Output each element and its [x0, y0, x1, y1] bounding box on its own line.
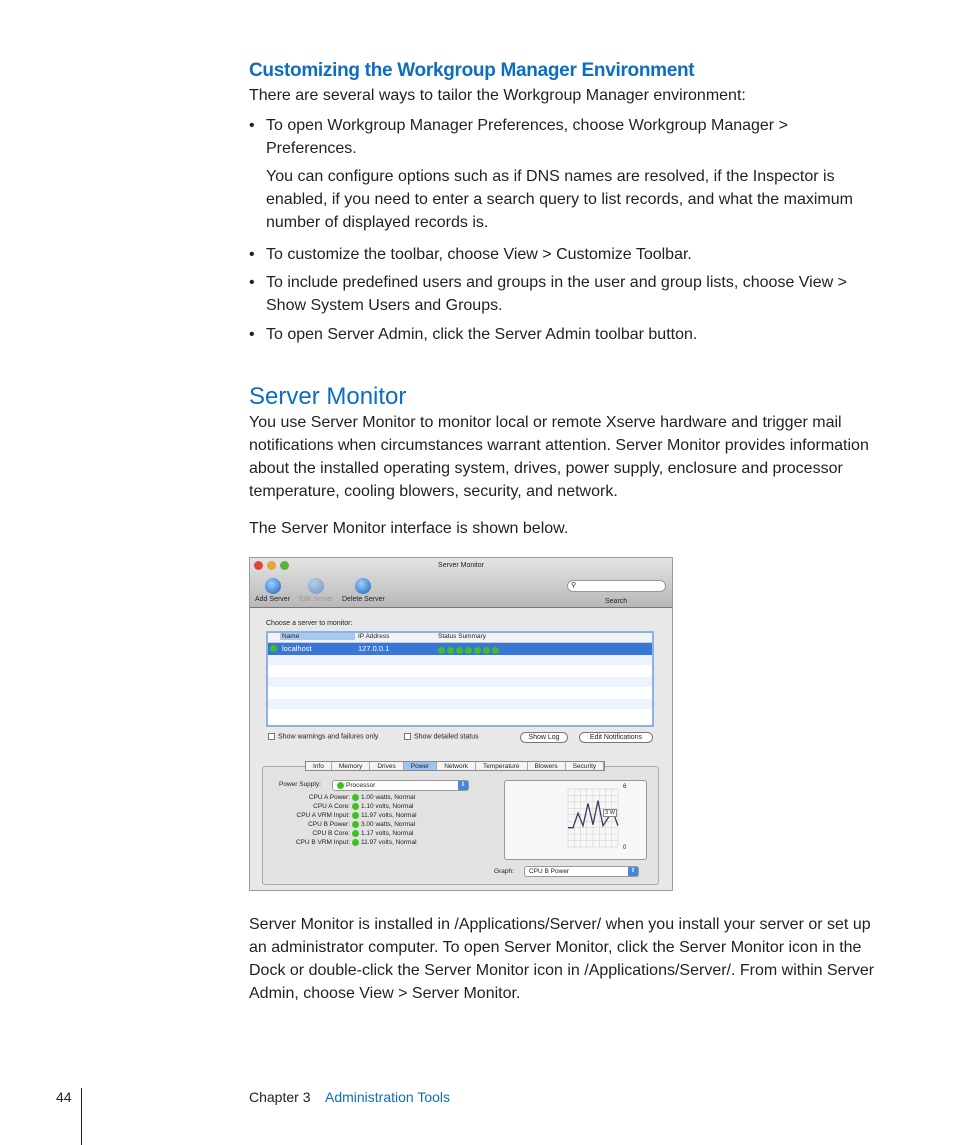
bullet-item [249, 323, 879, 346]
reading-value: 11.97 volts, Normal [361, 839, 417, 846]
graph-min-label: 0 [623, 845, 627, 851]
graph-current-label: 3 W [605, 810, 615, 816]
status-ok-icon [352, 803, 359, 810]
server-list[interactable] [266, 631, 654, 727]
bullet-item [249, 271, 879, 317]
tab-info[interactable]: Info [306, 762, 332, 770]
tab-network[interactable]: Network [437, 762, 476, 770]
bullet-mark: • [249, 274, 255, 291]
search-label: Search [605, 598, 628, 605]
server-name: localhost [282, 644, 312, 653]
graph-max-label: 6 [623, 784, 627, 790]
tab-security[interactable]: Security [566, 762, 604, 770]
search-input[interactable] [567, 580, 666, 592]
value: Processor [346, 782, 376, 789]
globe-delete-icon [355, 578, 371, 594]
status-ok-icon [270, 645, 277, 652]
bullet-subtext [249, 165, 879, 234]
reading-label: CPU A VRM Input: [296, 812, 350, 819]
footer-chapter: Chapter 3 [249, 1089, 311, 1105]
label: Edit Server [299, 596, 334, 603]
status-ok-icon [352, 794, 359, 801]
reading-value: 1.17 volts, Normal [361, 830, 414, 837]
power-supply-select[interactable] [332, 780, 469, 791]
paragraph: You use Server Monitor to monitor local or remote Xserve hardware and trigger mail notifications when circumstances warrant attention. Server Monitor provides information about the installed operating system, drives, power supply, enclosure and processor temperature, cooling blowers, security, and network. [249, 414, 869, 500]
table-row[interactable] [268, 643, 652, 655]
choose-label: Choose a server to monitor: [266, 620, 353, 627]
reading-label: CPU B Power: [308, 821, 350, 828]
value: CPU B Power [529, 868, 570, 875]
toolbar [250, 558, 672, 608]
intro-text: There are several ways to tailor the Workgroup Manager environment: [249, 87, 746, 104]
delete-server-button[interactable] [342, 578, 385, 603]
paragraph: Server Monitor is installed in /Applications/Server/ when you install your server or set up an administrator computer. To open Server Monitor, click the Server Monitor icon in the Dock or double-click the Server Monitor icon in /Applications/Server/. From within Server Admin, choose View > Server Monitor. [249, 916, 875, 1002]
bullet-mark: • [249, 117, 255, 134]
power-supply-label: Power Supply: [279, 781, 321, 788]
bullet-text: To customize the toolbar, choose View > Customize Toolbar. [266, 246, 692, 263]
column-header-status[interactable]: Status Summary [438, 633, 487, 640]
server-monitor-screenshot [249, 557, 673, 891]
section-heading-customizing: Customizing the Workgroup Manager Environment [249, 60, 695, 81]
edit-server-button[interactable] [299, 578, 334, 603]
status-ok-icon [352, 830, 359, 837]
label: Show warnings and failures only [278, 733, 379, 741]
reading-label: CPU A Core: [313, 803, 350, 810]
reading-value: 11.97 volts, Normal [361, 812, 417, 819]
globe-add-icon [265, 578, 281, 594]
reading-value: 3.00 watts, Normal [361, 821, 416, 828]
tab-drives[interactable]: Drives [370, 762, 403, 770]
graph-select[interactable] [524, 866, 639, 877]
paragraph: The Server Monitor interface is shown below. [249, 520, 569, 537]
column-header-ip[interactable]: IP Address [358, 633, 390, 640]
graph-panel [504, 780, 647, 860]
show-log-button[interactable]: Show Log [520, 732, 568, 743]
column-header-name[interactable]: Name [280, 633, 355, 640]
window-title: Server Monitor [438, 562, 484, 569]
bullet-mark: • [249, 246, 255, 263]
graph-label: Graph: [494, 868, 514, 875]
tab-temperature[interactable]: Temperature [476, 762, 528, 770]
stepper-arrows-icon: ⇕ [628, 867, 638, 876]
show-detailed-checkbox[interactable] [404, 733, 479, 740]
footer-divider [81, 1088, 82, 1145]
reading-value: 1.10 volts, Normal [361, 803, 414, 810]
tab-blowers[interactable]: Blowers [528, 762, 566, 770]
footer-chapter-title[interactable]: Administration Tools [325, 1089, 451, 1105]
bullet-text: You can configure options such as if DNS names are resolved, if the Inspector is enabled, if you need to enter a search query to list records, and what the maximum number of displayed records is. [266, 168, 853, 231]
tab-memory[interactable]: Memory [332, 762, 370, 770]
tab-bar [305, 761, 605, 771]
globe-edit-icon [308, 578, 324, 594]
reading-label: CPU B Core: [312, 830, 350, 837]
status-ok-icon [352, 821, 359, 828]
add-server-button[interactable] [255, 578, 290, 603]
power-pane [262, 766, 659, 885]
status-summary-icons [438, 645, 501, 654]
bullet-text: To open Server Admin, click the Server Admin toolbar button. [266, 326, 698, 343]
server-ip: 127.0.0.1 [358, 644, 390, 653]
search-icon: ⚲ [571, 582, 577, 589]
label: Delete Server [342, 596, 385, 603]
status-ok-icon [352, 812, 359, 819]
label: Show detailed status [414, 733, 479, 741]
bullet-item [249, 114, 879, 160]
reading-label: CPU B VRM Input: [295, 839, 350, 846]
bullet-mark: • [249, 326, 255, 343]
status-ok-icon [352, 839, 359, 846]
bullet-item [249, 243, 879, 266]
label: Add Server [255, 596, 291, 603]
section-heading-server-monitor: Server Monitor [249, 383, 407, 410]
page-number: 44 [56, 1089, 72, 1105]
tab-power[interactable]: Power [404, 762, 437, 770]
stepper-arrows-icon: ⇕ [458, 781, 468, 790]
bullet-text: To open Workgroup Manager Preferences, choose Workgroup Manager > Preferences. [266, 117, 788, 157]
bullet-text: To include predefined users and groups in the user and group lists, choose View > Show System Users and Groups. [266, 274, 847, 314]
edit-notifications-button[interactable]: Edit Notifications [579, 732, 653, 743]
reading-label: CPU A Power: [308, 794, 350, 801]
show-warnings-checkbox[interactable] [268, 733, 378, 740]
reading-value: 1.00 watts, Normal [361, 794, 416, 801]
